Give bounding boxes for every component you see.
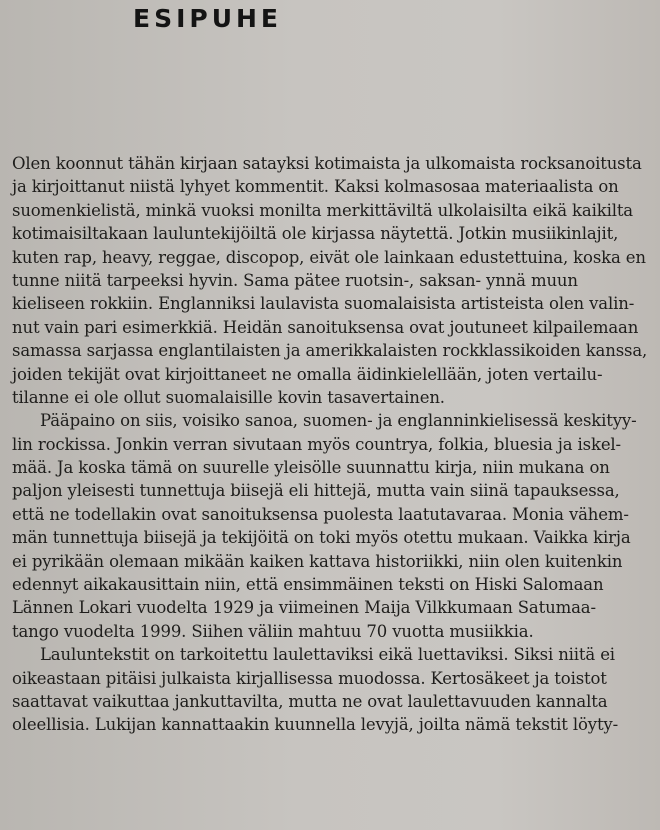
paragraph-1 bbox=[12, 152, 652, 409]
text-line: ei pyrikään olemaan mikään kaiken kattava historiikki, niin olen kuitenkin bbox=[12, 551, 623, 571]
paragraph-3 bbox=[12, 643, 652, 737]
paragraph-2 bbox=[12, 409, 652, 643]
text-line: että ne todellakin ovat sanoituksensa puolesta laatutavaraa. Monia vähem- bbox=[12, 504, 629, 524]
text-line: saattavat vaikuttaa jankuttavilta, mutta ne ovat laulettavuuden kannalta bbox=[12, 691, 608, 711]
text-line: Pääpaino on siis, voisiko sanoa, suomen- ja englanninkielisessä keskityy- bbox=[40, 411, 637, 431]
text-line: oleellisia. Lukijan kannattaakin kuunnella levyjä, joilta nämä tekstit löyty- bbox=[12, 715, 619, 735]
text-line: edennyt aikakausittain niin, että ensimmäinen teksti on Hiski Salomaan bbox=[12, 575, 604, 595]
text-line: paljon yleisesti tunnettuja biisejä eli hittejä, mutta vain siinä tapauksessa, bbox=[12, 481, 620, 501]
text-line: Olen koonnut tähän kirjaan satayksi kotimaista ja ulkomaista rocksanoitusta bbox=[12, 154, 642, 173]
text-line: ja kirjoittanut niistä lyhyet kommentit. Kaksi kolmasosaa materiaalista on bbox=[12, 177, 619, 197]
body-text bbox=[12, 152, 652, 737]
text-line: tilanne ei ole ollut suomalaisille kovin tasavertainen. bbox=[12, 387, 445, 407]
text-line: samassa sarjassa englantilaisten ja amerikkalaisten rockklassikoiden kanssa, bbox=[12, 341, 648, 361]
text-line: kieliseen rokkiin. Englanniksi laulavista suomalaisista artisteista olen valin- bbox=[12, 294, 635, 314]
text-line: tunne niitä tarpeeksi hyvin. Sama pätee ruotsin-, saksan- ynnä muun bbox=[12, 270, 578, 290]
text-line: oikeastaan pitäisi julkaista kirjallisessa muodossa. Kertosäkeet ja toistot bbox=[12, 668, 607, 688]
text-line: nut vain pari esimerkkiä. Heidän sanoituksensa ovat joutuneet kilpailemaan bbox=[12, 317, 639, 337]
text-line: suomenkielistä, minkä vuoksi monilta merkittäviltä ulkolaisilta eikä kaikilta bbox=[12, 200, 633, 220]
text-line: lin rockissa. Jonkin verran sivutaan myös countrya, folkia, bluesia ja iskel- bbox=[12, 434, 621, 454]
text-line: tango vuodelta 1999. Siihen väliin mahtuu 70 vuotta musiikkia. bbox=[12, 621, 534, 641]
text-line: joiden tekijät ovat kirjoittaneet ne omalla äidinkielellään, joten vertailu- bbox=[12, 364, 603, 384]
text-line: Lauluntekstit on tarkoitettu laulettaviksi eikä luettaviksi. Siksi niitä ei bbox=[40, 645, 615, 665]
text-line: män tunnettuja biisejä ja tekijöitä on toki myös otettu mukaan. Vaikka kirja bbox=[12, 528, 631, 548]
page-heading: ESIPUHE bbox=[133, 4, 283, 33]
text-line: Lännen Lokari vuodelta 1929 ja viimeinen Maija Vilkkumaan Satumaa- bbox=[12, 598, 596, 618]
text-line: mää. Ja koska tämä on suurelle yleisölle suunnattu kirja, niin mukana on bbox=[12, 458, 610, 478]
text-line: kuten rap, heavy, reggae, discopop, eivät ole lainkaan edustettuina, koska en bbox=[12, 247, 646, 267]
text-line: kotimaisiltakaan lauluntekijöiltä ole kirjassa näytettä. Jotkin musiikinlajit, bbox=[12, 224, 619, 244]
